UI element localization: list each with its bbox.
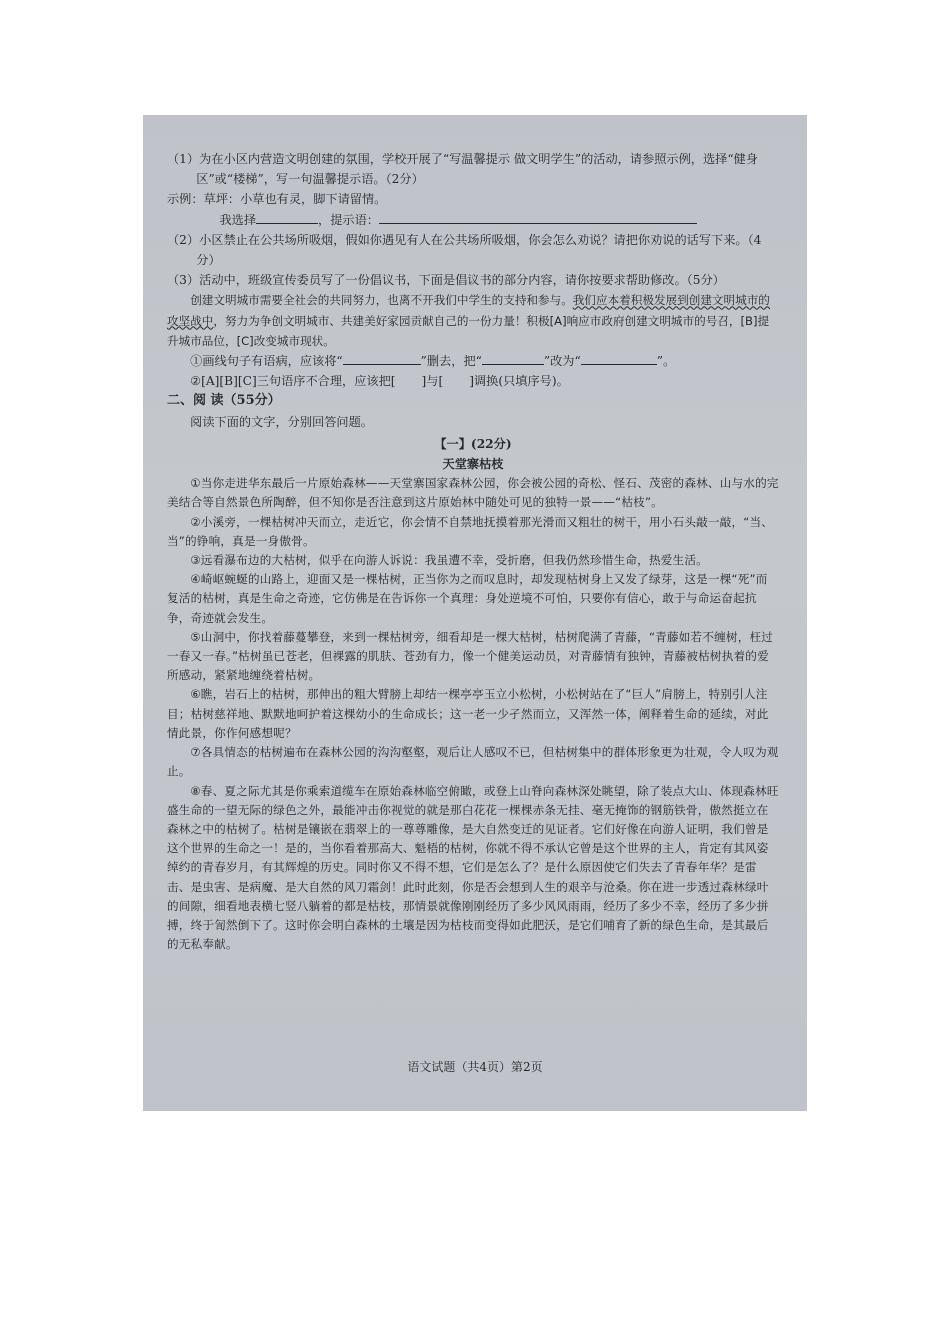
article-body [167,474,779,954]
tip-blank[interactable] [379,210,697,224]
paragraph-1: ①当你走进华东最后一片原始森林——天堂寨国家森林公园，你会被公园的奇松、怪石、茂密的森林、山与水的完美结合等自然景色所陶醉，但不知你是否注意到这片原始林中随处可见的独特一景——“枯枝”。 [167,476,779,510]
sub1-text-d: ”。 [656,354,676,369]
section-instruction: 阅读下面的文字，分别回答问题。 [190,414,373,429]
sub-question-1 [167,351,779,371]
question-3: （3）活动中，班级宣传委员写了一份倡议书，下面是倡议书的部分内容，请你按要求帮助修改。（5分） [167,273,725,288]
paragraph-4: ④崎岖蜿蜒的山路上，迎面又是一棵枯树，正当你为之而叹息时，却发现枯树身上又发了绿芽，这是一棵“死”而复活的枯树，真是生命之奇迹，它仿佛是在告诉你一个真理：身处逆境不可怕，只要你有信心，敢于与命运奋起抗争，奇迹就会发生。 [167,572,768,625]
sub1-blank-2[interactable] [482,351,544,365]
paragraph-5: ⑤山洞中，你找着藤蔓攀登，来到一棵枯树旁，细看却是一棵大枯树，枯树爬满了青藤，“青藤如若不缠树，枉过一春又一春。”枯树虽已苍老，但裸露的肌肤、苍劲有力，像一个健美运动员，对青藤情有独钟，青藤被枯树执着的爱所感动，紧紧地缠绕着枯树。 [167,629,774,683]
sub2-text-b: ]与[ [421,374,444,389]
proposal-text [167,290,779,351]
sub1-blank-1[interactable] [343,351,421,365]
paragraph-8: ⑧春、夏之际尤其是你乘索道缆车在原始森林临空俯瞰，或登上山脊向森林深处眺望，除了装点大山、体现森林旺盛生命的一望无际的绿色之外，最能冲击你视觉的就是那白花花一棵棵赤条无挂、毫无掩饰的钢筋铁骨，傲然挺立在森林之中的枯树了。枯树是镶嵌在翡翠上的一尊尊雕像，是大自然变迁的见证者。它们好像在向游人证明，我们曾是这个世界的生命之一！是的，当你看着那高大、魁梧的枯树，你就不得不承认它曾是这个世界的主人，肯定有其风姿绰约的青春岁月，有其辉煌的历史。同时你又不得不想，它们是怎么了？是什么原因使它们失去了青春年华？是雷击、是虫害、是病魔、是大自然的风刀霜剑！此时此刻，你是否会想到人生的艰辛与沧桑。你在进一步透过森林绿叶的间隙，细看地表横七竖八躺着的都是枯枝，那情景就像刚刚经历了多少风风雨雨，经历了多少不幸，经历了多少拼搏，终于訇然倒下了。这时你会明白森林的土壤是因为枯枝而变得如此肥沃，是它们哺育了新的绿色生命，是其最后的无私奉献。 [167,783,779,952]
sub1-blank-3[interactable] [581,351,657,365]
question-1: （1）为在小区内营造文明创建的氛围，学校开展了“写温馨提示 做文明学生”的活动，请参照示例，选择“健身区”或“楼梯”，写一句温馨提示语。（2分） [167,152,758,187]
example-line: 示例：草坪：小草也有灵，脚下请留情。 [167,192,387,207]
proposal-part1: 创建文明城市需要全社会的共同努力，也离不开我们中学生的支持和参与。 [190,293,573,308]
choose-line [167,210,779,230]
exam-page [143,115,807,1111]
sub2-text-c: ]调换(只填序号)。 [469,374,569,389]
article-title: 天堂寨枯枝 [442,457,504,472]
paragraph-6: ⑥瞧，岩石上的枯树，那伸出的粗大臂膀上却结一棵亭亭玉立小松树，小松树站在了“巨人”肩膀上，特别引人注目；枯树慈祥地、默默地呵护着这棵幼小的生命成长；这一老一少孑然而立，又浑然一体，阐释着生命的延续，对此情此景，你作何感想呢？ [167,687,769,740]
sub1-text-b: ”删去，把“ [420,354,482,369]
paragraph-2: ②小溪旁，一棵枯树冲天而立，走近它，你会情不自禁地抚摸着那光滑而又粗壮的树干，用小石头敲一敲，“当、当”的铮响，真是一身傲骨。 [167,514,774,548]
question-2: （2）小区禁止在公共场所吸烟，假如你遇见有人在公共场所吸烟，你会怎么劝说？请把你劝说的话写下来。（4分） [167,232,762,268]
sub1-text-c: ”改为“ [543,354,581,369]
tip-label: ，提示语： [318,212,379,227]
sub1-text-a: ①画线句子有语病，应该将“ [190,354,343,369]
page-footer: 语文试题（共4页）第2页 [407,1059,543,1074]
proposal-underlined-sentence: 我们应本着积极发展到创建文明城市的攻坚战中 [167,293,770,328]
part-label: 【一】(22分) [434,436,512,451]
paragraph-7: ⑦各具情态的枯树遍布在森林公园的沟沟壑壑，观后让人感叹不已，但枯树集中的群体形象更为壮观，令人叹为观止。 [167,745,779,779]
paragraph-3: ③远看瀑布边的大枯树，似乎在向游人诉说：我虽遭不幸，受折磨，但我仍然珍惜生命，热爱生活。 [190,553,708,568]
sub2-text-a: ②[A][B][C]三句语序不合理，应该把[ [190,374,396,389]
choose-blank[interactable] [256,210,318,224]
section-heading: 二、阅 读（55分） [167,393,281,409]
sub-question-2 [167,371,779,391]
proposal-part2: ，努力为争创文明城市、共建美好家园贡献自己的一份力量！积极[A]响应市政府创建文明城市的号召，[B]提升城市品位，[C]改变城市现状。 [167,313,770,348]
choose-label: 我选择 [219,212,257,227]
